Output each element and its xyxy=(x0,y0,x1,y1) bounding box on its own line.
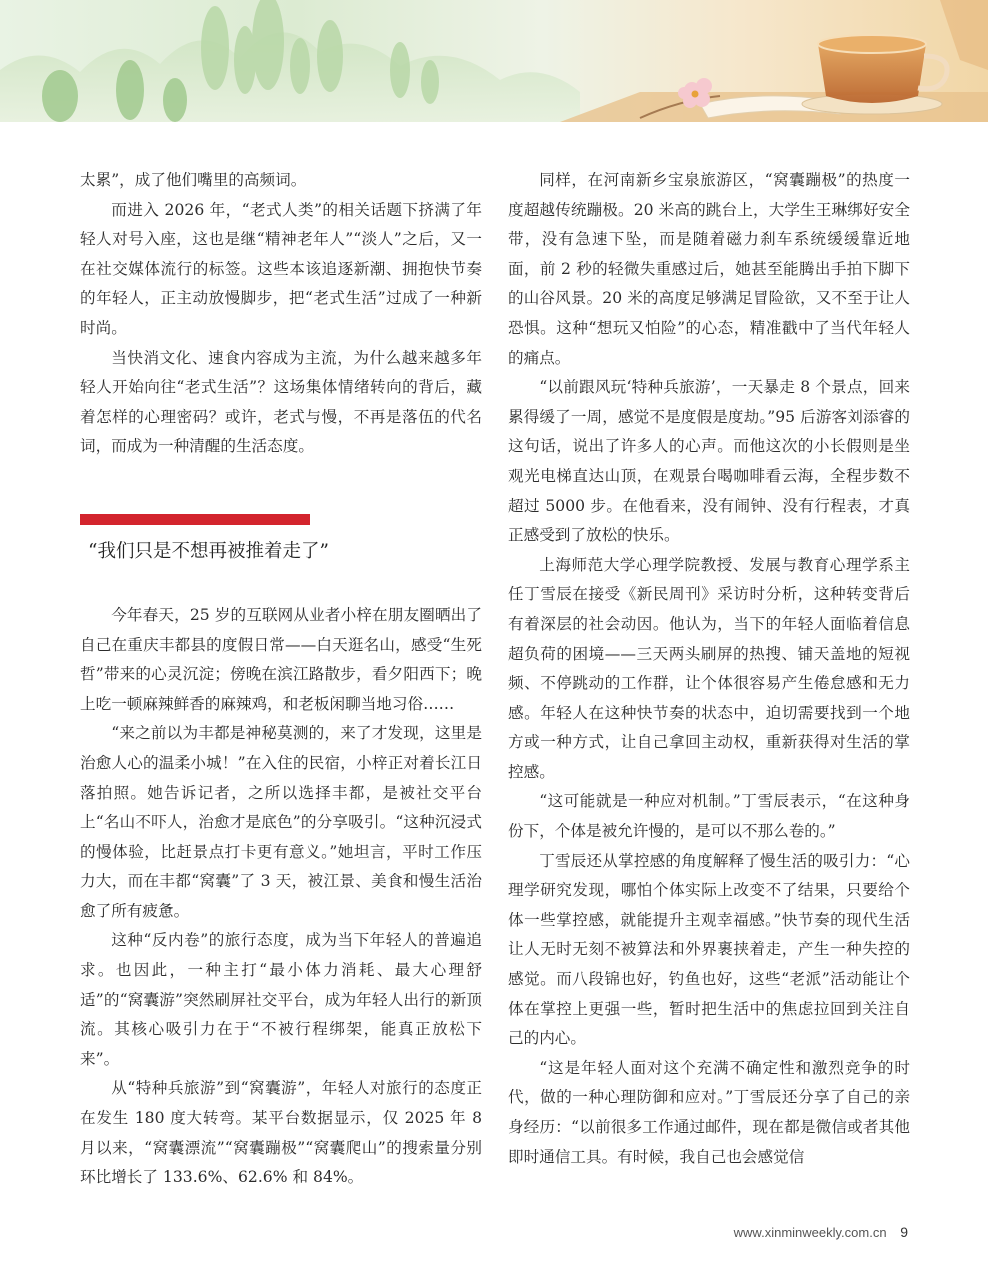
paragraph: 今年春天，25 岁的互联网从业者小梓在朋友圈晒出了自己在重庆丰都县的度假日常——白天逛名山，感受“生死哲”带来的心灵沉淀；傍晚在滨江路散步，看夕阳西下；晚上吃一顿麻辣鲜香的麻辣鸡，和老板闲聊当地习俗…… xyxy=(80,605,482,713)
spacer xyxy=(80,462,482,514)
paragraph: 上海师范大学心理学院教授、发展与教育心理学系主任丁雪辰在接受《新民周刊》采访时分析，这种转变背后有着深层的社会动因。他认为，当下的年轻人面临着信息超负荷的困境——三天两头刷屏的热搜、铺天盖地的短视频、不停跳动的工作群，让个体很容易产生倦怠感和无力感。年轻人在这种快节奏的状态中，迫切需要找到一个地方或一种方式，让自己拿回主动权，重新获得对生活的掌控感。 xyxy=(508,555,910,781)
paragraph: 丁雪辰还从掌控感的角度解释了慢生活的吸引力：“心理学研究发现，哪怕个体实际上改变不了结果，只要给个体一些掌控感，就能提升主观幸福感。”快节奏的现代生活让人无时无刻不被算法和外界裹挟着走，产生一种失控的感觉。而八段锦也好，钓鱼也好，这些“老派”活动能让个体在掌控上更强一些，暂时把生活中的焦虑拉回到关注自己的内心。 xyxy=(508,851,910,1048)
right-column xyxy=(508,166,910,1172)
landscape-tea-illustration xyxy=(0,0,988,122)
paragraph: 同样，在河南新乡宝泉旅游区，“窝囊蹦极”的热度一度超越传统蹦极。20 米高的跳台上，大学生王琳绑好安全带，没有急速下坠，而是随着磁力刹车系统缓缓靠近地面，前 2 秒的轻微失重感过后，她甚至能腾出手拍下脚下的山谷风景。20 米的高度足够满足冒险欲，又不至于让人恐惧。这种“想玩又怕险”的心态，精准戳中了当代年轻人的痛点。 xyxy=(508,171,910,367)
paragraph: 这种“反内卷”的旅行态度，成为当下年轻人的普遍追求。也因此，一种主打“最小体力消耗、最大心理舒适”的“窝囊游”突然刷屏社交平台，成为年轻人出行的新顶流。其核心吸引力在于“不被行程绑架，能真正放松下来”。 xyxy=(80,931,482,1068)
paragraph: “来之前以为丰都是神秘莫测的，来了才发现，这里是治愈人心的温柔小城！”在入住的民宿，小梓正对着长江日落拍照。她告诉记者，之所以选择丰都，是被社交平台上“名山不吓人，治愈才是底色”的分享吸引。“这种沉浸式的慢体验，比赶景点打卡更有意义。”她坦言，平时工作压力大，而在丰都“窝囊”了 3 天，被江景、美食和慢生活治愈了所有疲惫。 xyxy=(80,724,482,920)
left-column xyxy=(80,166,482,1193)
paragraph: 而进入 2026 年，“老式人类”的相关话题下挤满了年轻人对号入座，这也是继“精神老年人”“淡人”之后，又一在社交媒体流行的标签。这些本该追逐新潮、拥抱快节奏的年轻人，正主动放慢脚步，把“老式生活”过成了一种新时尚。 xyxy=(80,200,482,337)
website-url: www.xinminweekly.com.cn xyxy=(733,1225,887,1240)
section-title: “我们只是不想再被推着走了” xyxy=(88,540,329,562)
header-illustration xyxy=(0,0,988,122)
section-accent-bar xyxy=(80,514,310,525)
page-footer xyxy=(734,1224,908,1240)
paragraph: “以前跟风玩‘特种兵旅游’，一天暴走 8 个景点，回来累得缓了一周，感觉不是度假是度劫。”95 后游客刘添睿的这句话，说出了许多人的心声。而他这次的小长假则是坐观光电梯直达山顶，在观景台喝咖啡看云海，全程步数不超过 5000 步。在他看来，没有闹钟、没有行程表，才真正感受到了放松的快乐。 xyxy=(508,378,910,545)
page-number: 9 xyxy=(900,1224,908,1240)
paragraph: “这是年轻人面对这个充满不确定性和激烈竞争的时代，做的一种心理防御和应对。”丁雪辰还分享了自己的亲身经历：“以前很多工作通过邮件，现在都是微信或者其他即时通信工具。有时候，我自己也会感觉信 xyxy=(508,1058,910,1166)
paragraph: 当快消文化、速食内容成为主流，为什么越来越多年轻人开始向往“老式生活”？这场集体情绪转向的背后，藏着怎样的心理密码？或许，老式与慢，不再是落伍的代名词，而成为一种清醒的生活态度。 xyxy=(80,348,482,456)
paragraph: “这可能就是一种应对机制。”丁雪辰表示，“在这种身份下，个体是被允许慢的，是可以不那么卷的。” xyxy=(508,792,910,841)
paragraph: 从“特种兵旅游”到“窝囊游”，年轻人对旅行的态度正在发生 180 度大转弯。某平台数据显示，仅 2025 年 8 月以来，“窝囊漂流”“窝囊蹦极”“窝囊爬山”的搜索量分别环比增长了 133.6%、62.6% 和 84%。 xyxy=(80,1079,482,1187)
paragraph: 太累”，成了他们嘴里的高频词。 xyxy=(80,171,307,189)
